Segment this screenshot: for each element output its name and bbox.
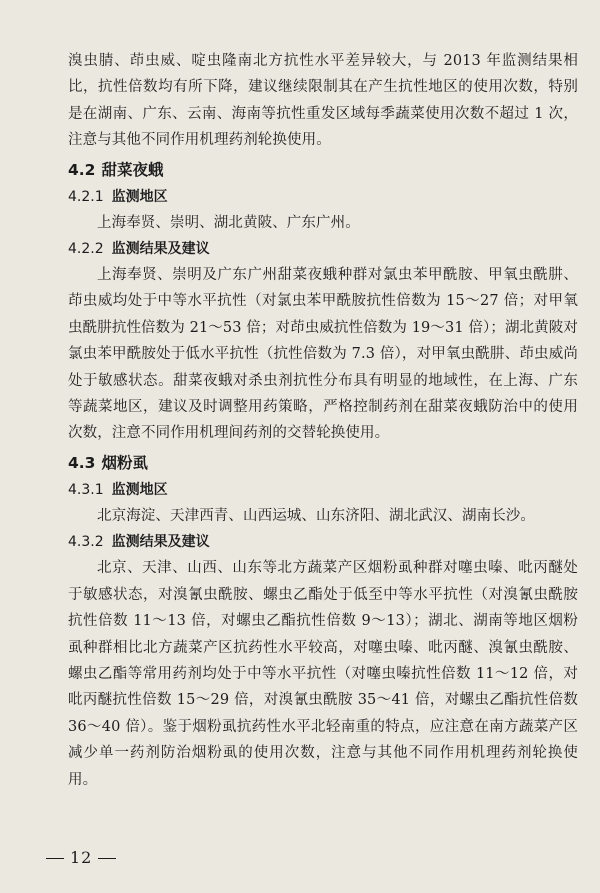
subsection-title: 监测结果及建议 bbox=[111, 534, 210, 551]
page-footer bbox=[40, 848, 122, 867]
section-title: 甜菜夜蛾 bbox=[101, 160, 164, 179]
section-number: 4.3 bbox=[68, 453, 96, 472]
subsection-heading-results bbox=[68, 236, 578, 262]
subsection-heading-results bbox=[68, 529, 578, 555]
page-content bbox=[68, 48, 578, 793]
subsection-number: 4.2.2 bbox=[68, 241, 104, 258]
subsection-title: 监测结果及建议 bbox=[111, 241, 210, 258]
subsection-number: 4.2.1 bbox=[68, 188, 104, 205]
section-heading-beet-armyworm bbox=[68, 156, 578, 184]
subsection-number: 4.3.2 bbox=[68, 534, 104, 551]
subsection-heading-monitoring-area bbox=[68, 184, 578, 210]
footer-dash-left bbox=[46, 858, 64, 859]
continued-paragraph: 溴虫腈、茚虫威、啶虫隆南北方抗性水平差异较大，与 2013 年监测结果相比，抗性倍数均有所下降，建议继续限制其在产生抗性地区的使用次数，特别是在湖南、广东、云南、海南等抗性重发区域每季蔬菜使用次数不超过 1 次，注意与其他不同作用机理药剂轮换使用。 bbox=[68, 53, 578, 149]
subsection-title: 监测地区 bbox=[111, 481, 168, 498]
monitoring-area-text: 上海奉贤、崇明、湖北黄陂、广东广州。 bbox=[97, 214, 360, 231]
section-title: 烟粉虱 bbox=[101, 453, 148, 472]
subsection-heading-monitoring-area bbox=[68, 477, 578, 503]
subsection-title: 监测地区 bbox=[111, 188, 168, 205]
section-heading-whitefly bbox=[68, 449, 578, 477]
monitoring-area-text: 北京海淀、天津西青、山西运城、山东济阳、湖北武汉、湖南长沙。 bbox=[97, 507, 535, 524]
subsection-number: 4.3.1 bbox=[68, 481, 104, 498]
footer-dash-right bbox=[98, 858, 116, 859]
section-number: 4.2 bbox=[68, 160, 96, 179]
results-paragraph: 北京、天津、山西、山东等北方蔬菜产区烟粉虱种群对噻虫嗪、吡丙醚处于敏感状态，对溴氰虫酰胺、螺虫乙酯处于低至中等水平抗性（对溴氰虫酰胺抗性倍数 11～13 倍，对螺虫乙酯抗性倍数 9～13）；湖北、湖南等地区烟粉虱种群相比北方蔬菜产区抗药性水平较高，对噻虫嗪、吡丙醚、溴氰虫酰胺、螺虫乙酯等常用药剂均处于中等水平抗性（对噻虫嗪抗性倍数 11～12 倍，对吡丙醚抗性倍数 15～29 倍，对溴氰虫酰胺 35～41 倍，对螺虫乙酯抗性倍数 36～40 倍）。鉴于烟粉虱抗药性水平北轻南重的特点，应注意在南方蔬菜产区减少单一药剂防治烟粉虱的使用次数，注意与其他不同作用机理药剂轮换使用。 bbox=[68, 560, 578, 788]
page-number: 12 bbox=[70, 848, 93, 867]
results-paragraph: 上海奉贤、崇明及广东广州甜菜夜蛾种群对氯虫苯甲酰胺、甲氧虫酰肼、茚虫威均处于中等水平抗性（对氯虫苯甲酰胺抗性倍数为 15～27 倍；对甲氧虫酰肼抗性倍数为 21～53 倍；对茚虫威抗性倍数为 19～31 倍）；湖北黄陂对氯虫苯甲酰胺处于低水平抗性（抗性倍数为 7.3 倍），对甲氧虫酰肼、茚虫威尚处于敏感状态。甜菜夜蛾对杀虫剂抗性分布具有明显的地域性，在上海、广东等蔬菜地区，建议及时调整用药策略，严格控制药剂在甜菜夜蛾防治中的使用次数，注意不同作用机理间药剂的交替轮换使用。 bbox=[68, 267, 578, 442]
